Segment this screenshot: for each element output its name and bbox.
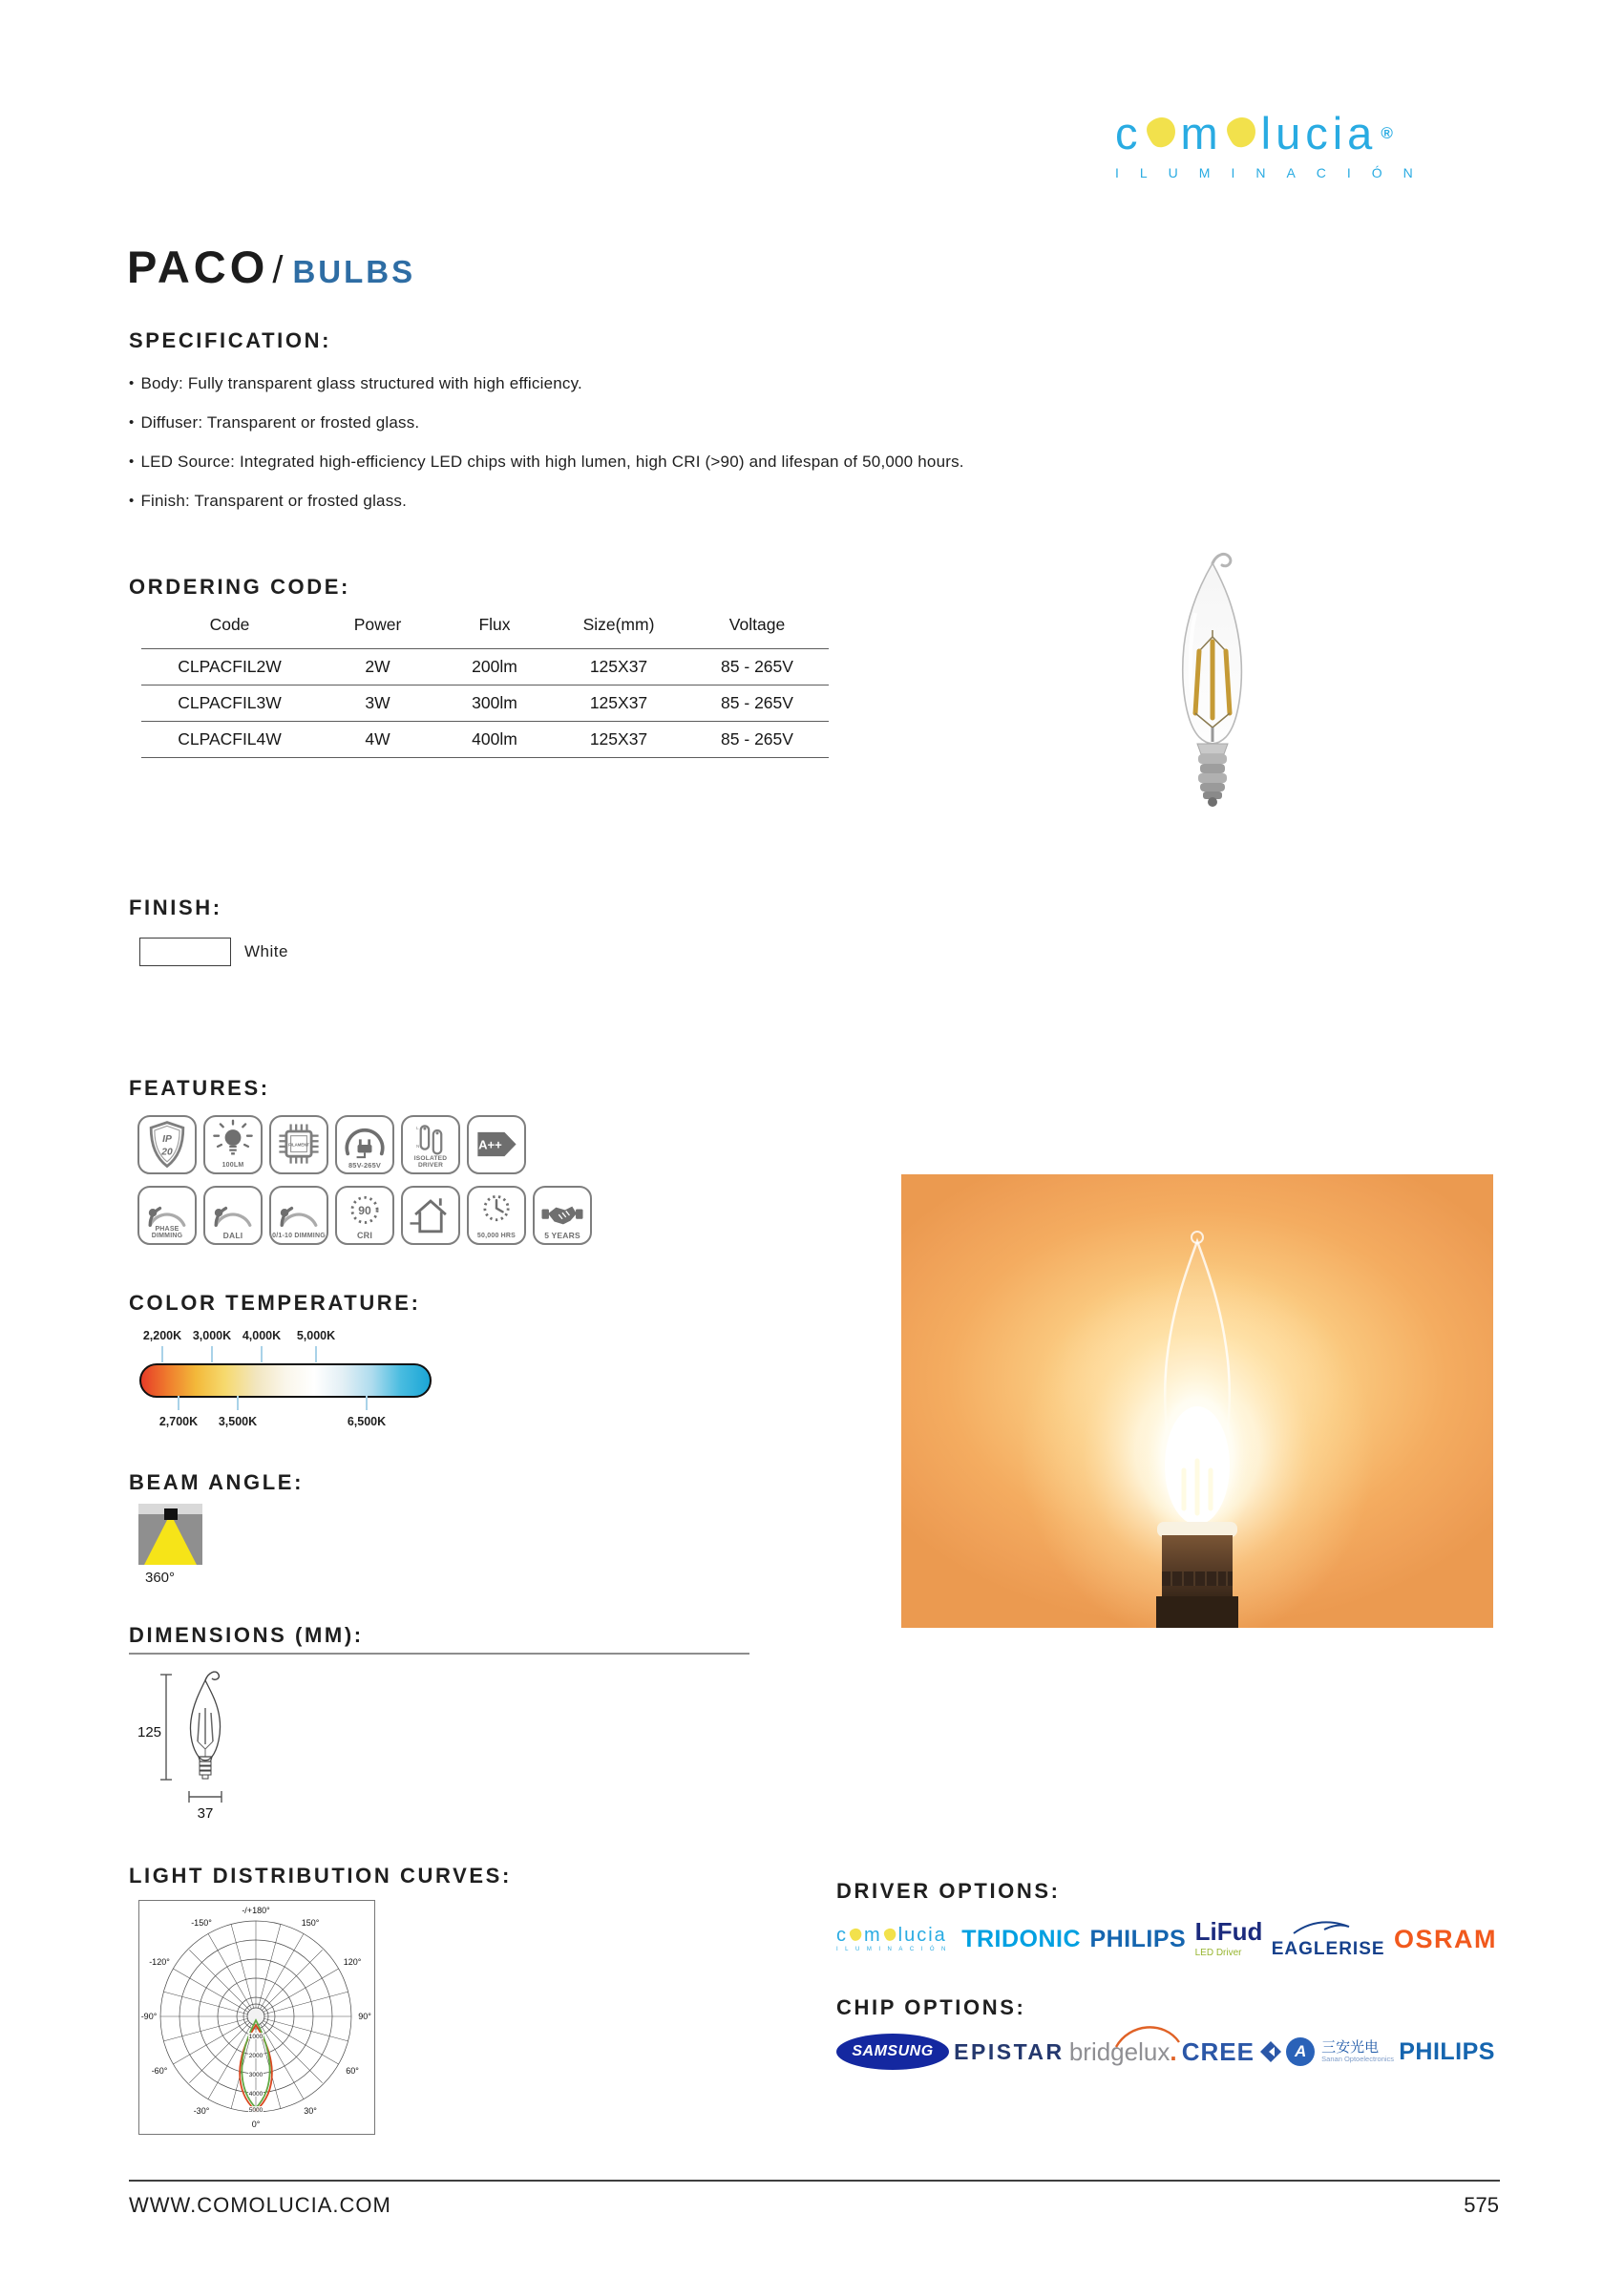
- chip-options-logos: [836, 2034, 1495, 2070]
- ct-label-3000k: 3,000K: [192, 1329, 232, 1342]
- dimensions-rule: [129, 1653, 749, 1655]
- ct-label-5000k: 5,000K: [296, 1329, 336, 1342]
- logo-letter: m: [1180, 108, 1223, 158]
- feature-isolated-driver: L N ISOLATED DRIVER: [401, 1115, 460, 1174]
- feature-voltage: 85V-265V: [335, 1115, 394, 1174]
- color-temperature-bar: [139, 1363, 432, 1398]
- light-distribution-chart: [138, 1900, 375, 2135]
- product-family-name: PACO: [127, 242, 269, 292]
- logo-pick-icon: [849, 1928, 863, 1944]
- svg-text:-30°: -30°: [193, 2106, 210, 2116]
- ct-label-6500k: 6,500K: [347, 1415, 387, 1428]
- logo-pick-icon: [1225, 115, 1259, 153]
- eaglerise-logo: EAGLERISE: [1272, 1921, 1385, 1958]
- driver-options-heading: DRIVER OPTIONS:: [836, 1879, 1061, 1903]
- feature-warranty: 5 YEARS: [533, 1186, 592, 1245]
- ct-tick: [315, 1346, 317, 1362]
- light-distribution-heading: LIGHT DISTRIBUTION CURVES:: [129, 1864, 512, 1888]
- svg-text:IP: IP: [162, 1134, 172, 1146]
- feature-lifespan: 50,000 HRS: [467, 1186, 526, 1245]
- svg-text:1000: 1000: [248, 2034, 264, 2040]
- ct-tick: [178, 1396, 179, 1410]
- svg-text:-90°: -90°: [140, 2012, 158, 2021]
- spec-bullet: • Body: Fully transparent glass structured with high efficiency.: [129, 374, 1179, 393]
- specification-list: [129, 374, 1179, 531]
- dimensions-heading: DIMENSIONS (MM):: [129, 1623, 364, 1647]
- table-row: CLPACFIL2W 2W 200lm 125X37 85 - 265V: [141, 649, 829, 686]
- samsung-logo: SAMSUNG: [836, 2034, 949, 2070]
- lifud-logo: LiFud LED Driver: [1194, 1917, 1263, 1958]
- page-title: [127, 241, 415, 293]
- eaglerise-swoosh-icon: [1290, 1921, 1366, 1936]
- dimensions-drawing: [134, 1665, 277, 1823]
- beam-angle-heading: BEAM ANGLE:: [129, 1470, 304, 1494]
- feature-energy-class: [467, 1115, 526, 1174]
- ordering-code-heading: ORDERING CODE:: [129, 575, 350, 599]
- philips-logo: PHILIPS: [1089, 1925, 1187, 1952]
- product-bulb-image: [1136, 546, 1289, 837]
- beam-angle-value: 360°: [145, 1570, 176, 1586]
- svg-text:20: 20: [161, 1147, 173, 1158]
- svg-text:90: 90: [358, 1204, 371, 1218]
- photo-bulb-glow: [901, 1174, 1493, 1628]
- feature-ip20: [137, 1115, 197, 1174]
- bridgelux-arc-icon: [1114, 2023, 1183, 2048]
- brand-tagline: ILUMINACIÓN: [1115, 165, 1434, 180]
- ct-tick: [237, 1396, 239, 1410]
- cree-diamond-icon: [1260, 2041, 1281, 2062]
- table-row: CLPACFIL4W 4W 400lm 125X37 85 - 265V: [141, 722, 829, 758]
- col-voltage: Voltage: [728, 615, 786, 634]
- svg-text:2000: 2000: [248, 2053, 264, 2059]
- logo-letter: c: [1115, 108, 1143, 158]
- spec-bullet: • Diffuser: Transparent or frosted glass.: [129, 413, 1179, 432]
- philips-logo: PHILIPS: [1399, 2037, 1495, 2065]
- ip20-icon: [139, 1117, 195, 1172]
- col-flux: Flux: [478, 615, 511, 634]
- epistar-logo: EPISTAR: [954, 2038, 1065, 2064]
- finish-swatch-label: White: [244, 942, 288, 960]
- ct-label-2200k: 2,200K: [142, 1329, 182, 1342]
- product-category: BULBS: [292, 254, 416, 289]
- svg-text:5000: 5000: [248, 2107, 264, 2114]
- chip-options-heading: CHIP OPTIONS:: [836, 1995, 1026, 2019]
- footer-website: WWW.COMOLUCIA.COM: [129, 2193, 391, 2217]
- sanan-logo: A 三安光电 Sanan Optoelectronics: [1286, 2037, 1394, 2066]
- spec-bullet: • LED Source: Integrated high-efficiency LED chips with high lumen, high CRI (>90) and lifespan of 50,000 hours.: [129, 453, 1179, 472]
- table-row: CLPACFIL3W 3W 300lm 125X37 85 - 265V: [141, 686, 829, 722]
- specification-heading: SPECIFICATION:: [129, 328, 331, 352]
- ct-label-2700k: 2,700K: [158, 1415, 199, 1428]
- svg-text:A++: A++: [478, 1137, 502, 1152]
- tridonic-logo: TRIDONIC: [961, 1925, 1082, 1952]
- brand-wordmark: [1115, 108, 1535, 158]
- footer-rule: [129, 2180, 1500, 2182]
- features-heading: FEATURES:: [129, 1076, 270, 1100]
- svg-text:-60°: -60°: [151, 2066, 168, 2076]
- feature-0-1-10-dimming: 0/1-10 DIMMING: [269, 1186, 328, 1245]
- col-code: Code: [209, 615, 250, 634]
- ct-tick: [211, 1346, 213, 1362]
- svg-text:30°: 30°: [304, 2106, 317, 2116]
- ct-tick: [261, 1346, 263, 1362]
- finish-swatch-white: [139, 938, 231, 966]
- svg-text:60°: 60°: [346, 2066, 359, 2076]
- title-separator: /: [272, 249, 284, 291]
- logo-pick-icon: [1145, 115, 1179, 153]
- svg-text:-/+180°: -/+180°: [242, 1906, 270, 1915]
- feature-dali: DALI: [203, 1186, 263, 1245]
- bridgelux-logo: bridgelux.: [1069, 2037, 1177, 2067]
- ct-label-4000k: 4,000K: [242, 1329, 282, 1342]
- feature-filament-chip: [269, 1115, 328, 1174]
- beam-angle-icon: [138, 1504, 202, 1565]
- col-power: Power: [353, 615, 402, 634]
- svg-text:0°: 0°: [251, 2120, 261, 2129]
- col-size: Size(mm): [582, 615, 655, 634]
- svg-text:L: L: [416, 1126, 419, 1131]
- svg-text:90°: 90°: [358, 2012, 371, 2021]
- feature-phase-dimming: PHASE DIMMING: [137, 1186, 197, 1245]
- ct-tick: [161, 1346, 163, 1362]
- svg-text:37: 37: [197, 1805, 214, 1822]
- logo-pick-icon: [883, 1928, 897, 1944]
- registered-mark: ®: [1381, 124, 1398, 142]
- comolucia-logo: c m lucia ILUMINACIÓN: [836, 1925, 953, 1952]
- spec-bullet: • Finish: Transparent or frosted glass.: [129, 492, 1179, 511]
- product-photo: [901, 1174, 1493, 1628]
- logo-letter: lucia: [1260, 108, 1378, 158]
- footer-page-number: 575: [1464, 2193, 1499, 2217]
- color-temperature-heading: COLOR TEMPERATURE:: [129, 1291, 421, 1315]
- svg-text:N: N: [416, 1143, 420, 1149]
- ct-label-3500k: 3,500K: [218, 1415, 258, 1428]
- indoor-house-icon: [403, 1188, 458, 1243]
- finish-heading: FINISH:: [129, 896, 222, 919]
- svg-text:-120°: -120°: [149, 1957, 170, 1967]
- filament-chip-icon: [271, 1117, 327, 1172]
- svg-text:125: 125: [137, 1724, 162, 1740]
- table-header-row: [141, 607, 829, 649]
- brand-logo: [1115, 108, 1535, 180]
- svg-text:120°: 120°: [343, 1957, 362, 1967]
- ordering-code-table: [141, 607, 829, 758]
- feature-100lm: 100LM: [203, 1115, 263, 1174]
- svg-text:-150°: -150°: [191, 1918, 212, 1928]
- svg-text:FILAMENT: FILAMENT: [288, 1142, 309, 1148]
- driver-options-logos: [836, 1919, 1497, 1959]
- svg-text:3000: 3000: [248, 2072, 264, 2078]
- cree-logo: CREE: [1182, 2037, 1281, 2067]
- feature-cri: 90 CRI: [335, 1186, 394, 1245]
- svg-text:150°: 150°: [301, 1918, 320, 1928]
- feature-indoor: [401, 1186, 460, 1245]
- osram-logo: OSRAM: [1393, 1924, 1497, 1953]
- ct-tick: [366, 1396, 368, 1410]
- svg-text:4000: 4000: [248, 2091, 264, 2098]
- energy-class-icon: [469, 1117, 524, 1172]
